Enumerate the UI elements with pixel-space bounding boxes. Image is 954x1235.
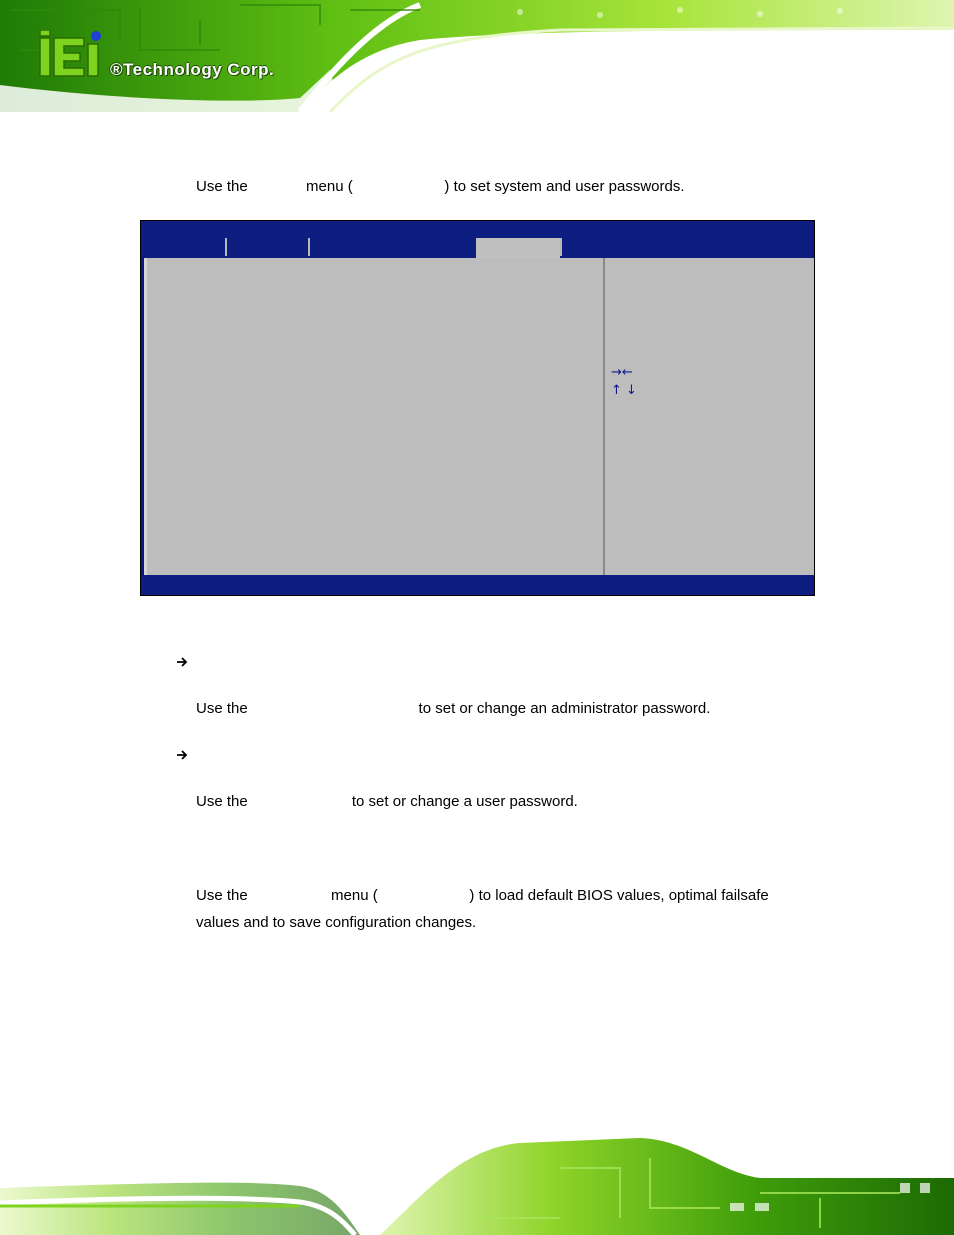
bios-security-screen — [140, 220, 815, 596]
intro-paragraph: Use the menu ( ) to set system and user passwords. — [196, 178, 685, 195]
tab-separator — [308, 238, 310, 256]
tab-separator — [225, 238, 227, 256]
save-exit-line-1: Use the menu ( ) to load default BIOS values, optimal failsafe — [196, 887, 769, 904]
bios-footer-bar — [141, 575, 814, 595]
header-banner — [0, 0, 954, 112]
admin-password-text: Use the to set or change an administrator password. — [196, 700, 711, 717]
arrow-bullet-icon — [176, 655, 188, 671]
brand-name: ®Technology Corp. — [110, 60, 275, 79]
tab-separator — [560, 238, 562, 256]
save-exit-line-2: values and to save configuration changes. — [196, 914, 477, 931]
bios-help-pane — [605, 258, 814, 575]
circuit-board-header-graphic — [0, 0, 954, 112]
user-password-text: Use the to set or change a user password. — [196, 793, 578, 810]
up-down-arrows-icon: ↑ ↓ — [611, 383, 637, 398]
left-right-arrows-icon: →← — [611, 365, 633, 380]
tab-security-active[interactable] — [476, 238, 560, 258]
bios-tab-bar — [141, 221, 814, 258]
bios-settings-pane — [144, 258, 606, 575]
navigation-keys — [611, 364, 637, 400]
footer-banner — [0, 1128, 954, 1235]
arrow-bullet-icon — [176, 748, 188, 764]
circuit-board-footer-graphic — [0, 1128, 954, 1235]
